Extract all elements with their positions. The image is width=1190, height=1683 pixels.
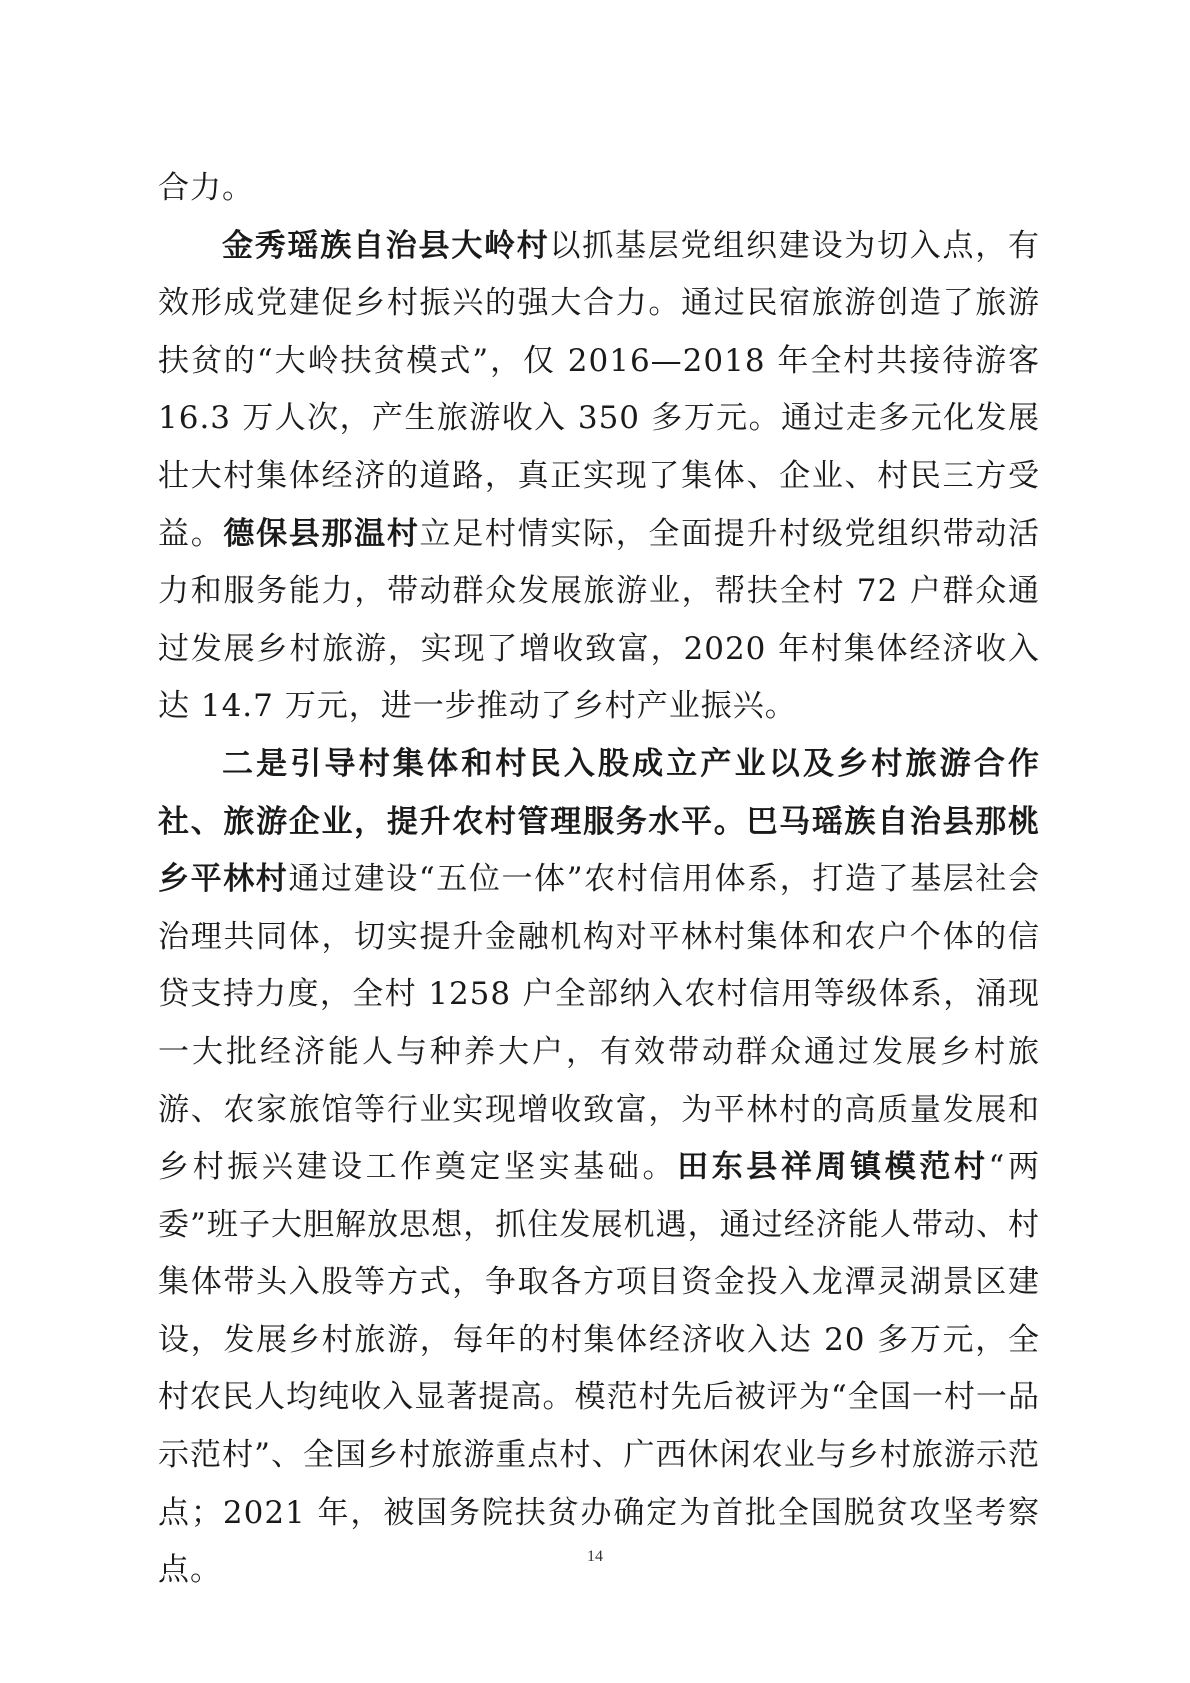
bold-run: 二是引导村集体和村民入股成立产业以及乡村旅游合作社、旅游企业，提升农村管理服务水平。巴马瑶族自治县那桃乡平林村 [158,745,1040,898]
bold-run: 田东县祥周镇模范村 [677,1149,989,1186]
page-number: 14 [587,1548,603,1565]
body-text [158,160,1040,1600]
text-run: 合力。 [158,170,254,206]
text-run: 通过建设“五位一体”农村信用体系，打造了基层社会治理共同体，切实提升金融机构对平林村集体和农户个体的信贷支持力度，全村 1258 户全部纳入农村信用等级体系，涌现一大批经济能人与种养大户，有效带动群众通过发展乡村旅游、农家旅馆等行业实现增收致富，为平林村的高质量发展和乡村振兴建设工作奠定坚实基础。 [158,861,1040,1186]
text-run: 立足村情实际，全面提升村级党组织带动活力和服务能力，带动群众发展旅游业，帮扶全村 72 户群众通过发展乡村旅游，实现了增收致富，2020 年村集体经济收入达 14.7 万元，进一步推动了乡村产业振兴。 [158,515,1041,725]
text-run: 以抓基层党组织建设为切入点，有效形成党建促乡村振兴的强大合力。通过民宿旅游创造了旅游扶贫的“大岭扶贫模式”，仅 2016—2018 年全村共接待游客 16.3 万人次，产生旅游收入 350 多万元。通过走多元化发展壮大村集体经济的道路，真正实现了集体、企业、村民三方受益。 [158,227,1040,552]
paragraph-section-two [158,736,1040,1600]
bold-run: 金秀瑶族自治县大岭村 [222,227,550,264]
bold-run: 德保县那温村 [223,515,420,552]
paragraph-continuation [158,160,1040,218]
paragraph-dalingcun [158,218,1040,736]
text-run: “两委”班子大胆解放思想，抓住发展机遇，通过经济能人带动、村集体带头入股等方式，争取各方项目资金投入龙潭灵湖景区建设，发展乡村旅游，每年的村集体经济收入达 20 多万元，全村农民人均纯收入显著提高。模范村先后被评为“全国一村一品示范村”、全国乡村旅游重点村、广西休闲农业与乡村旅游示范点；2021 年，被国务院扶贫办确定为首批全国脱贫攻坚考察点。 [158,1149,1041,1589]
